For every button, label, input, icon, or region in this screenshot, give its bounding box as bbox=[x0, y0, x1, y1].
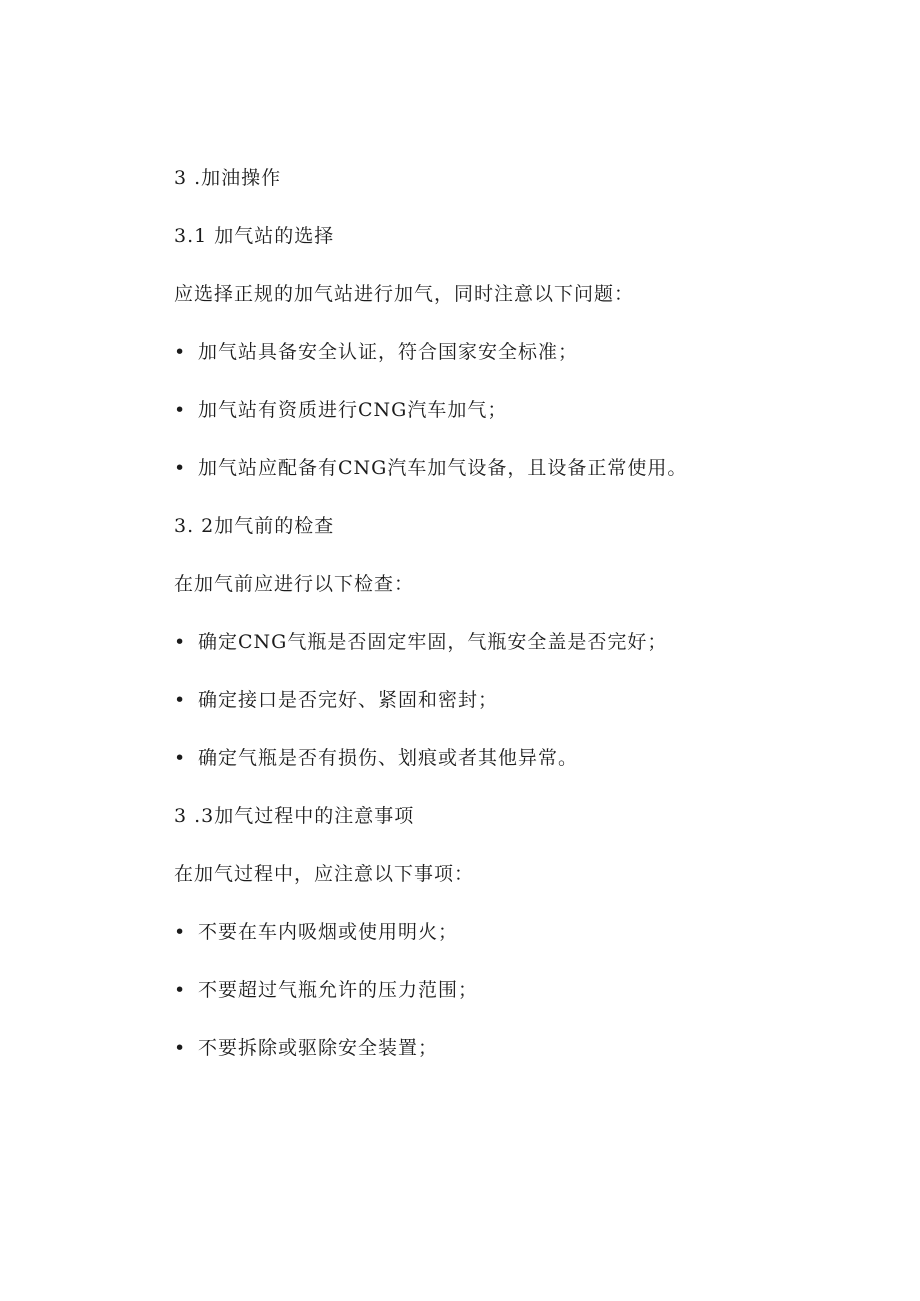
list-item bbox=[174, 1036, 438, 1060]
list-item-text: 确定接口是否完好、紧固和密封； bbox=[198, 689, 499, 711]
list-item-text: 加气站应配备有CNG汽车加气设备，且设备正常使用。 bbox=[198, 457, 688, 479]
list-item bbox=[174, 630, 667, 654]
list-item-text: 加气站有资质进行CNG汽车加气； bbox=[198, 399, 508, 421]
list-item bbox=[174, 746, 578, 770]
list-item bbox=[174, 398, 507, 422]
bullet-icon: • bbox=[174, 921, 187, 943]
bullet-icon: • bbox=[174, 747, 187, 769]
bullet-icon: • bbox=[174, 399, 187, 421]
paragraph-intro-3-2: 在加气前应进行以下检查： bbox=[174, 573, 415, 595]
bullet-icon: • bbox=[174, 631, 187, 653]
subsection-heading-3-1: 3.1 加气站的选择 bbox=[174, 225, 335, 247]
list-item bbox=[174, 340, 578, 364]
bullet-icon: • bbox=[174, 341, 187, 363]
paragraph-intro-3-1: 应选择正规的加气站进行加气，同时注意以下问题： bbox=[174, 283, 635, 305]
list-item-text: 加气站具备安全认证，符合国家安全标准； bbox=[198, 341, 579, 363]
list-item bbox=[174, 688, 498, 712]
subsection-heading-3-3: 3 .3加气过程中的注意事项 bbox=[174, 805, 415, 827]
list-item-text: 确定CNG气瓶是否固定牢固，气瓶安全盖是否完好； bbox=[198, 631, 668, 653]
list-item bbox=[174, 920, 458, 944]
section-heading-3: 3 .加油操作 bbox=[174, 167, 282, 189]
list-item-text: 确定气瓶是否有损伤、划痕或者其他异常。 bbox=[198, 747, 579, 769]
list-item-text: 不要在车内吸烟或使用明火； bbox=[198, 921, 459, 943]
paragraph-intro-3-3: 在加气过程中，应注意以下事项： bbox=[174, 863, 475, 885]
list-item-text: 不要拆除或驱除安全装置； bbox=[198, 1037, 439, 1059]
bullet-icon: • bbox=[174, 979, 187, 1001]
bullet-icon: • bbox=[174, 689, 187, 711]
list-item bbox=[174, 978, 478, 1002]
list-item bbox=[174, 456, 687, 480]
list-item-text: 不要超过气瓶允许的压力范围； bbox=[198, 979, 479, 1001]
subsection-heading-3-2: 3. 2加气前的检查 bbox=[174, 515, 335, 537]
bullet-icon: • bbox=[174, 457, 187, 479]
bullet-icon: • bbox=[174, 1037, 187, 1059]
